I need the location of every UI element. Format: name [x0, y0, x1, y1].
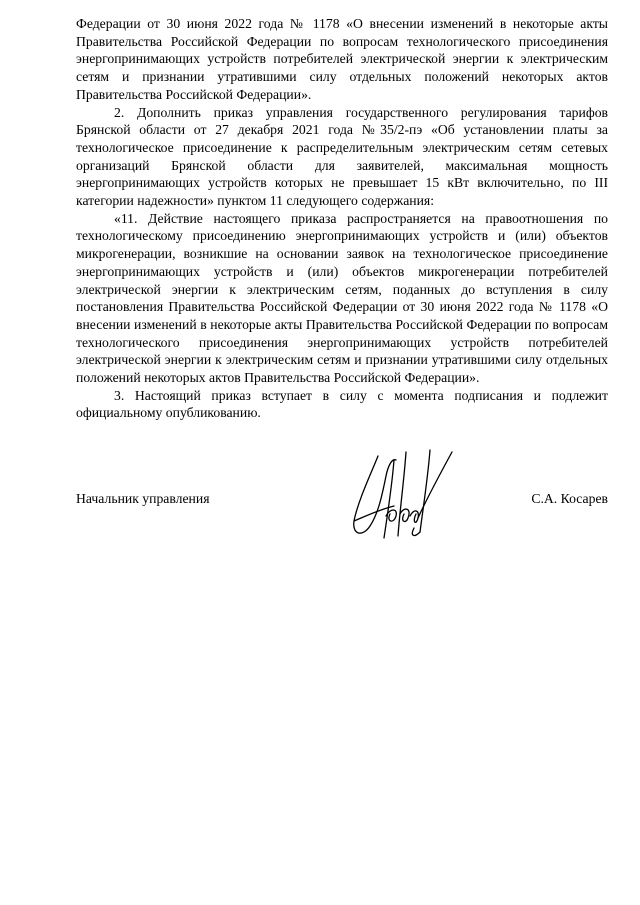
- paragraph-item-2: 2. Дополнить приказ управления государственного регулирования тарифов Брянской области от 27 декабря 2021 года №35/2-пэ «Об установлении платы за технологическое присоединение к распределительным электрическим сетям сетевых организаций Брянской области для заявителей, максимальная мощность энергопринимающих устройств которых не превышает 15 кВт включительно, по III категории надежности» пунктом 11 следующего содержания:: [76, 104, 608, 209]
- document-body: [76, 15, 608, 422]
- paragraph-continuation: Федерации от 30 июня 2022 года № 1178 «О внесении изменений в некоторые акты Правительства Российской Федерации по вопросам технологического присоединения энергопринимающих устройств потребителей электрической энергии к электрическим сетям и признании утратившими силу отдельных положений некоторых актов Правительства Российской Федерации».: [76, 16, 608, 102]
- signature-block: [76, 490, 608, 510]
- paragraph-item-3: 3. Настоящий приказ вступает в силу с момента подписания и подлежит официальному опубликованию.: [76, 387, 608, 421]
- signer-name: С.А. Косарев: [531, 491, 608, 506]
- position-title: Начальник управления: [76, 491, 210, 506]
- paragraph-quoted-item-11: «11. Действие настоящего приказа распространяется на правоотношения по технологическому присоединению энергопринимающих устройств и (или) объектов микрогенерации, возникшие на основании заявок на технологическое присоединение энергопринимающих устройств и (или) объектов микрогенерации потребителей электрической энергии к электрическим сетям, поданных до вступления в силу постановления Правительства Российской Федерации от 30 июня 2022 года № 1178 «О внесении изменений в некоторые акты Правительства Российской Федерации по вопросам технологического присоединения энергопринимающих устройств потребителей электрической энергии к электрическим сетям и признании утратившими силу отдельных положений некоторых актов Правительства Российской Федерации».: [76, 210, 608, 386]
- handwritten-signature-icon: [348, 446, 468, 546]
